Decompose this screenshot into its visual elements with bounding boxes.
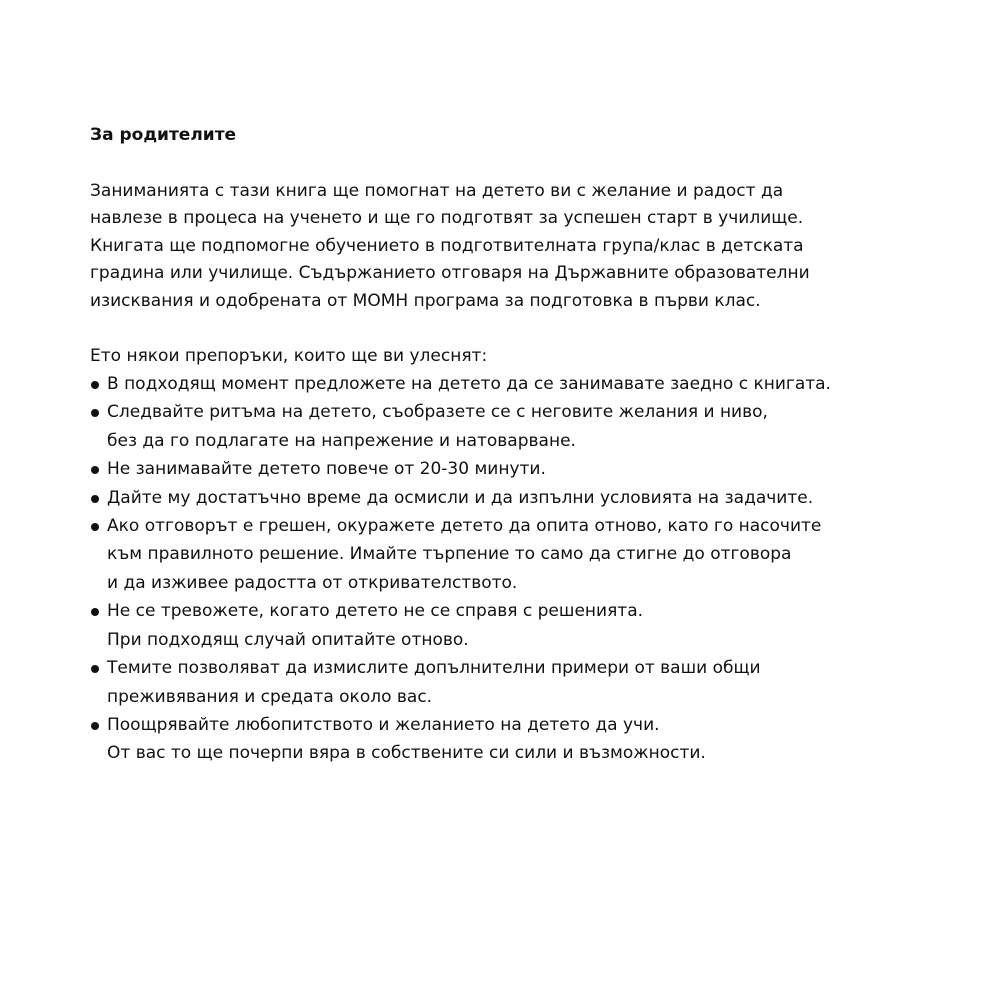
bullet-line: При подходящ случай опитайте отново. bbox=[107, 629, 469, 650]
bullet-line: Темите позволяват да измислите допълнителни примери от ваши общи bbox=[107, 658, 761, 679]
document-page bbox=[90, 121, 970, 768]
bullet-line: В подходящ момент предложете на детето да се занимавате заедно с книгата. bbox=[107, 374, 831, 395]
recommendations-section bbox=[90, 342, 970, 768]
bullet-item bbox=[90, 398, 970, 455]
bullet-line: без да го подлагате на напрежение и натоварване. bbox=[107, 430, 576, 451]
bullet-item bbox=[90, 370, 970, 398]
intro-line: изисквания и одобрената от МОМН програма за подготовка в първи клас. bbox=[90, 290, 761, 311]
bullet-item bbox=[90, 512, 970, 597]
bullet-line: Следвайте ритъма на детето, съобразете се с неговите желания и ниво, bbox=[107, 402, 768, 423]
intro-line: градина или училище. Съдържанието отговаря на Държавните образователни bbox=[90, 263, 810, 284]
intro-line: Заниманията с тази книга ще помогнат на детето ви с желание и радост да bbox=[90, 181, 784, 201]
bullet-line: Поощрявайте любопитството и желанието на детето да учи. bbox=[107, 714, 660, 735]
bullet-item bbox=[90, 711, 970, 768]
bullet-line: Ако отговорът е грешен, окуражете детето да опита отново, като го насочите bbox=[107, 516, 822, 537]
intro-line: навлезе в процеса на ученето и ще го подготвят за успешен старт в училище. bbox=[90, 208, 804, 229]
bullet-line: Не занимавайте детето повече от 20-30 минути. bbox=[107, 459, 546, 480]
bullet-item bbox=[90, 455, 970, 483]
intro-line: Книгата ще подпомогне обучението в подготвителната група/клас в детската bbox=[90, 235, 804, 256]
intro-paragraph bbox=[90, 178, 970, 315]
bullet-line: преживявания и средата около вас. bbox=[107, 686, 433, 707]
bullet-line: Дайте му достатъчно време да осмисли и да изпълни условията на задачите. bbox=[107, 487, 814, 508]
bullet-line: Не се тревожете, когато детето не се справя с решенията. bbox=[107, 601, 644, 622]
bullet-item bbox=[90, 484, 970, 512]
bullet-item bbox=[90, 654, 970, 711]
bullet-item bbox=[90, 597, 970, 654]
bullet-line: От вас то ще почерпи вяра в собствените си сили и възможности. bbox=[107, 743, 706, 764]
bullet-line: към правилното решение. Имайте търпение то само да стигне до отговора bbox=[107, 544, 792, 565]
section-heading: За родителите bbox=[90, 125, 237, 145]
recommendations-title: Ето някои препоръки, които ще ви улеснят: bbox=[90, 346, 488, 367]
bullet-line: и да изживее радостта от откривателството. bbox=[107, 572, 518, 593]
